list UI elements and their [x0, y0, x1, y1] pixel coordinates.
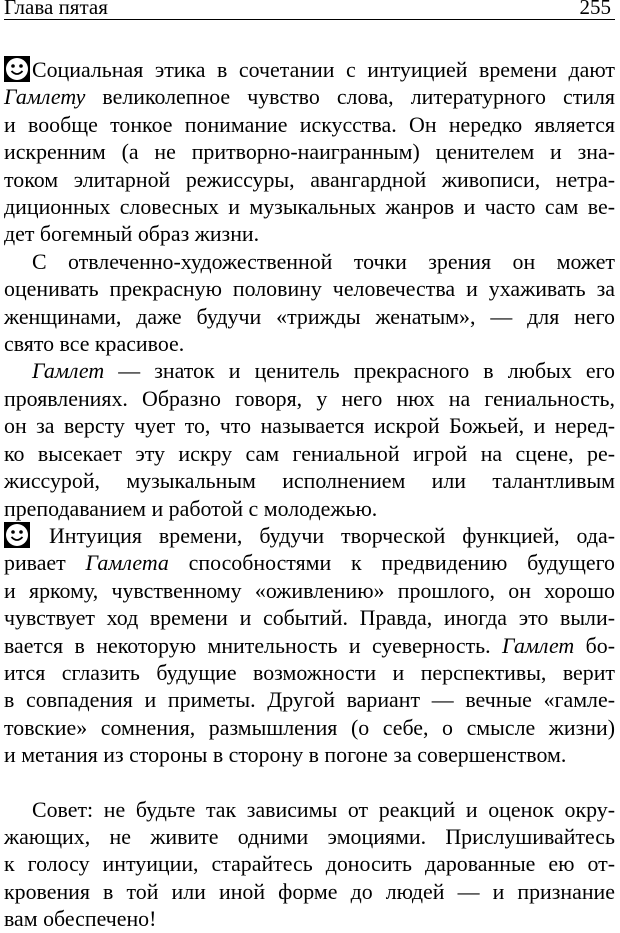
- text-line: С отвлеченно-художественной точки зрения он может: [32, 248, 615, 274]
- text-line: ится сглазить будущие возможности и перспективы, верит: [4, 659, 615, 685]
- page-number: 255: [579, 0, 611, 19]
- text-line: вается в некоторую мнительность и суеверность. Гамлет бо-: [4, 632, 615, 658]
- paragraph-connoisseur: [4, 357, 615, 521]
- text-line: и метания из стороны в сторону в погоне за совершенством.: [4, 742, 567, 768]
- smiley-icon: [4, 56, 30, 82]
- text-line: Интуиция времени, будучи творческой функцией, ода-: [4, 522, 615, 549]
- paragraph-aesthetics: [4, 248, 615, 358]
- text-line: и вообще тонкое понимание искусства. Он нередко является: [4, 111, 615, 137]
- text-line: искренним (а не притворно-наигранным) ценителем и зна-: [4, 139, 615, 165]
- paragraph-intuition-of-time: [4, 522, 615, 769]
- text-line: вам обеспечено!: [4, 906, 157, 932]
- text-line: жающих, не живите одними эмоциями. Прислушивайтесь: [4, 823, 615, 849]
- text-line: он за версту чует то, что называется искрой Божьей, и неред-: [4, 413, 615, 439]
- spacer: [4, 769, 615, 796]
- text-line: товские» сомнения, размышления (о себе, о смысле жизни): [4, 714, 615, 740]
- text-line: кровения в той или иной форме до людей — и признание: [4, 878, 615, 904]
- paragraph-social-ethics: [4, 56, 615, 248]
- text-line: диционных словесных и музыкальных жанров и часто сам ве-: [4, 194, 615, 220]
- text-line: в совпадения и приметы. Другой вариант — вечные «гамле-: [4, 687, 615, 713]
- text-line: оценивать прекрасную половину человечества и ухаживать за: [4, 276, 615, 302]
- chapter-title: Глава пятая: [4, 0, 108, 19]
- running-header: [4, 0, 615, 20]
- text-line: ривает Гамлета способностями к предвидению будущего: [4, 550, 615, 576]
- page-body: [4, 56, 615, 933]
- text-line: Совет: не будьте так зависимы от реакций и оценок окру-: [32, 796, 615, 822]
- text-line: ко высекает эту искру сам гениальной игрой на сцене, ре-: [4, 440, 615, 466]
- text-line: дет богемный образ жизни.: [4, 221, 260, 247]
- text-line: Гамлет — знаток и ценитель прекрасного в любых его: [32, 358, 615, 384]
- text-line: жиссурой, музыкальным исполнением или талантливым: [4, 468, 615, 494]
- text-line: Гамлету великолепное чувство слова, литературного стиля: [4, 84, 615, 110]
- text-line: чувствует ход времени и событий. Правда, иногда это выли-: [4, 605, 615, 631]
- text-line: к голосу интуиции, старайтесь доносить дарованные ею от-: [4, 851, 615, 877]
- paragraph-advice: [4, 796, 615, 933]
- text-line: Социальная этика в сочетании с интуицией времени дают: [4, 56, 615, 83]
- text-line: проявлениях. Образно говоря, у него нюх на гениальность,: [4, 385, 615, 411]
- text-line: свято все красивое.: [4, 331, 185, 357]
- text-line: женщинами, даже будучи «трижды женатым», — для него: [4, 303, 615, 329]
- smiley-icon: [4, 522, 30, 548]
- text-line: преподаванием и работой с молодежью.: [4, 495, 378, 521]
- text-line: и яркому, чувственному «оживлению» прошлого, он хорошо: [4, 577, 615, 603]
- text-line: током элитарной режиссуры, авангардной живописи, нетра-: [4, 166, 615, 192]
